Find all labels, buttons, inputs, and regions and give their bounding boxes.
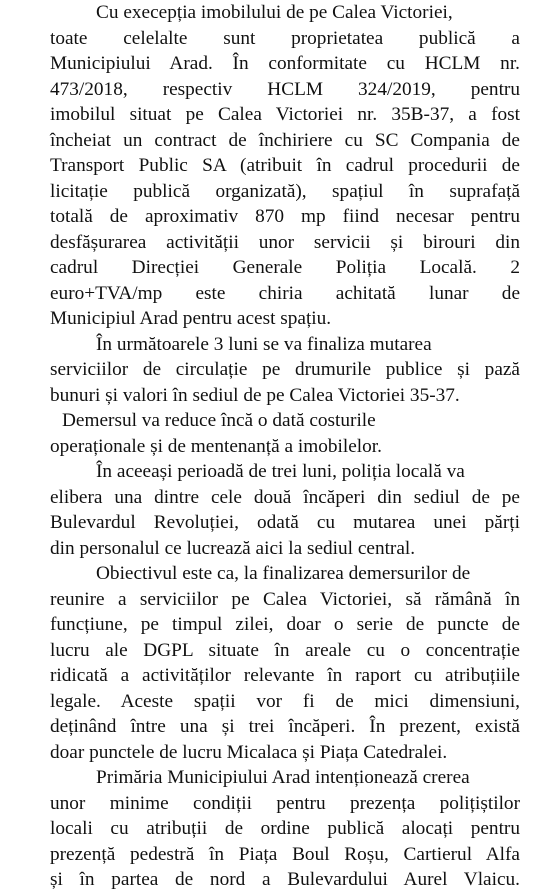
text-line: Primăria Municipiului Arad intenționează crerea: [96, 767, 470, 788]
text-line: elibera una dintre cele două încăperi din sediul de pe: [50, 486, 520, 508]
text-line: încheiat un contract de închiriere cu SC Compania de: [50, 129, 520, 151]
text-line: imobilul situat pe Calea Victoriei nr. 35B-37, a fost: [50, 104, 520, 125]
text-line: toate celelalte sunt proprietatea publică a: [50, 27, 520, 49]
paragraph-2: [50, 332, 520, 409]
text-line: euro+TVA/mp este chiria achitată lunar de: [50, 282, 520, 304]
text-line: unor minime condiții pentru prezența polițiștilor: [50, 792, 520, 814]
text-line: doar punctele de lucru Micalaca și Piața Catedralei.: [50, 741, 448, 763]
text-line: Transport Public SA (atribuit în cadrul procedurii de: [50, 155, 520, 176]
text-line: Cu execepția imobilului de pe Calea Victoriei,: [96, 2, 453, 23]
text-line: legale. Aceste spații vor fi de mici dimensiuni,: [50, 690, 520, 712]
paragraph-1: [50, 0, 520, 332]
text-line: În aceeași perioadă de trei luni, poliția locală va: [96, 461, 465, 482]
text-line: locali cu atribuții de ordine publică alocați pentru: [50, 818, 520, 839]
paragraph-3: [50, 408, 520, 459]
text-line: desfășurarea activității unor servicii și birouri din: [50, 231, 520, 253]
text-line: Demersul va reduce încă o dată costurile: [62, 410, 376, 431]
text-line: serviciilor de circulație pe drumurile publice și pază: [50, 359, 520, 380]
text-line: deținând între una și trei încăperi. În prezent, există: [50, 716, 520, 737]
text-line: lucru ale DGPL situate în areale cu o concentrație: [50, 639, 520, 661]
text-line: Bulevardul Revoluției, odată cu mutarea unei părți: [50, 512, 520, 533]
text-line: Municipiul Arad pentru acest spațiu.: [50, 308, 332, 329]
text-line: licitație publică organizată), spațiul în suprafață: [50, 180, 520, 202]
text-line: reunire a serviciilor pe Calea Victoriei, să rămână în: [50, 588, 520, 610]
text-line: În următoarele 3 luni se va finaliza mutarea: [96, 333, 432, 355]
document-body: [50, 0, 520, 893]
text-line: totală de aproximativ 870 mp fiind necesar pentru: [50, 206, 520, 227]
text-line: 473/2018, respectiv HCLM 324/2019, pentru: [50, 78, 520, 100]
paragraph-5: [50, 561, 520, 765]
paragraph-6: [50, 765, 520, 893]
text-line: și în partea de nord a Bulevardului Aurel Vlaicu.: [50, 869, 520, 890]
text-line: prezență pedestră în Piața Boul Roșu, Cartierul Alfa: [50, 843, 520, 865]
text-line: Municipiului Arad. În conformitate cu HCLM nr.: [50, 53, 520, 74]
text-line: operaționale și de mentenanță a imobilelor.: [50, 435, 382, 457]
text-line: cadrul Direcției Generale Poliția Locală. 2: [50, 257, 520, 278]
text-line: funcțiune, pe timpul zilei, doar o serie de puncte de: [50, 614, 520, 635]
text-line: din personalul ce lucrează aici la sediul central.: [50, 537, 416, 559]
text-line: bunuri și valori în sediul de pe Calea Victoriei 35-37.: [50, 384, 460, 406]
text-line: Obiectivul este ca, la finalizarea demersurilor de: [96, 563, 471, 584]
text-line: ridicată a activităților relevante în raport cu atribuțiile: [50, 665, 520, 686]
paragraph-4: [50, 459, 520, 561]
